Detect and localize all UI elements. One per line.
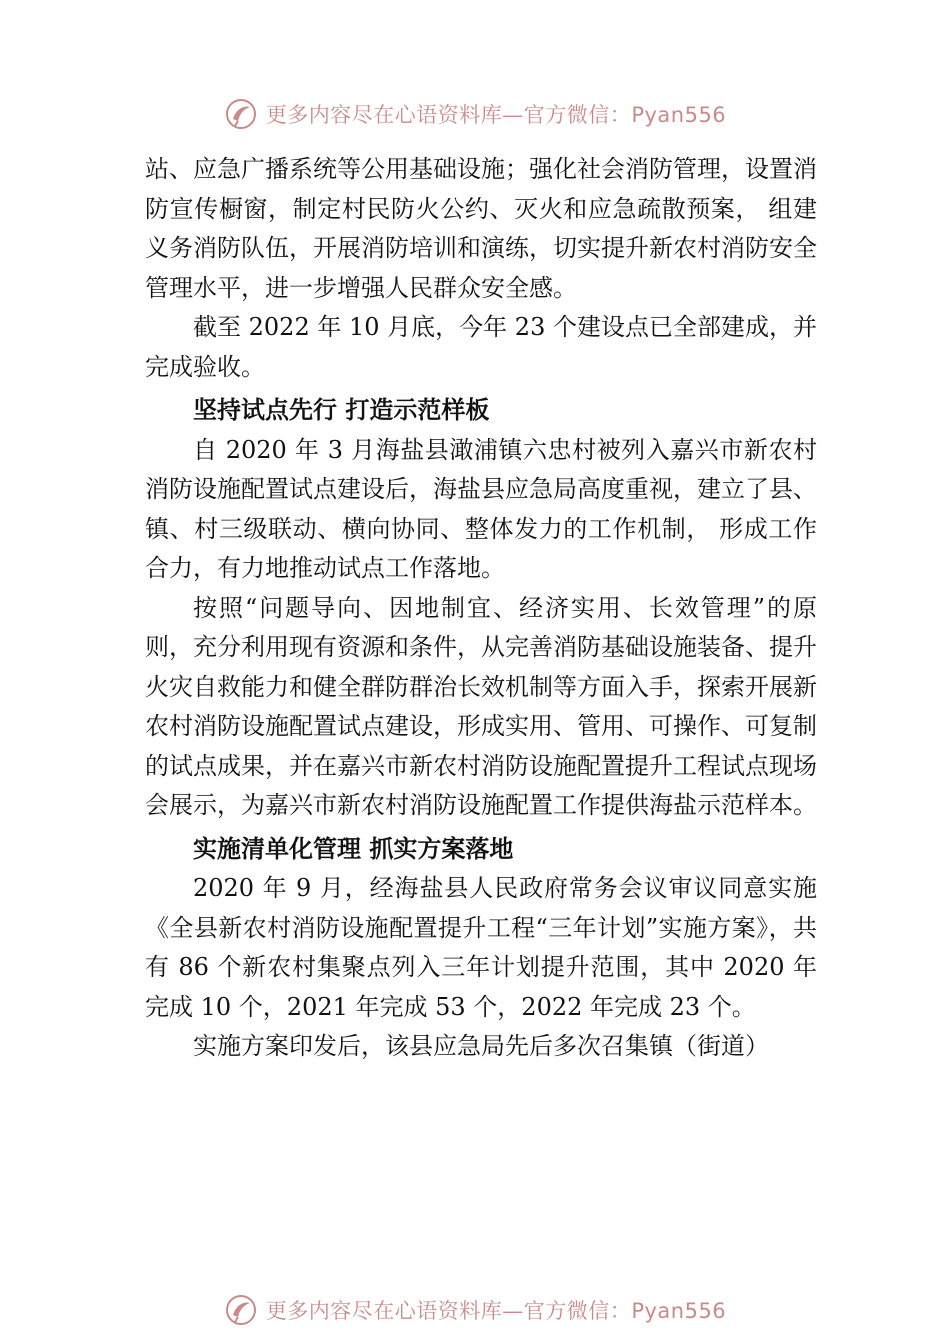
brand-logo-icon (224, 97, 258, 131)
section-heading: 坚持试点先行 打造示范样板 (193, 396, 490, 424)
paragraph: 站、应急广播系统等公用基础设施；强化社会消防管理，设置消防宣传橱窗，制定村民防火公约、灭火和应急疏散预案， 组建义务消防队伍，开展消防培训和演练，切实提升新农村消防安全管理水平，进一步增强人民群众安全感。 (145, 155, 817, 302)
paragraph: 自 2020 年 3 月海盐县澉浦镇六忠村被列入嘉兴市新农村消防设施配置试点建设后，海盐县应急局高度重视，建立了县、镇、村三级联动、横向协同、整体发力的工作机制， 形成工作合力，有力地推动试点工作落地。 (145, 435, 817, 582)
watermark-wechat-id: Pyan556 (631, 103, 727, 127)
brand-logo-icon (224, 1293, 258, 1327)
section-heading: 实施清单化管理 抓实方案落地 (193, 834, 514, 863)
watermark-wechat-id: Pyan556 (631, 1299, 727, 1323)
paragraph: 截至 2022 年 10 月底，今年 23 个建设点已全部建成，并完成验收。 (145, 313, 817, 381)
watermark-text: 更多内容尽在心语资料库—官方微信： (265, 103, 632, 127)
footer-watermark (0, 1290, 950, 1330)
header-watermark (0, 94, 950, 134)
paragraph: 按照“问题导向、因地制宜、经济实用、长效管理”的原则，充分利用现有资源和条件，从完善消防基础设施装备、提升火灾自救能力和健全群防群治长效机制等方面入手，探索开展新农村消防设施配置试点建设，形成实用、管用、可操作、可复制的试点成果，并在嘉兴市新农村消防设施配置提升工程试点现场会展示，为嘉兴市新农村消防设施配置工作提供海盐示范样本。 (145, 593, 817, 819)
watermark-text: 更多内容尽在心语资料库—官方微信： (265, 1299, 632, 1323)
document-body (145, 150, 817, 1067)
paragraph: 2020 年 9 月，经海盐县人民政府常务会议审议同意实施《全县新农村消防设施配置提升工程“三年计划”实施方案》，共有 86 个新农村集聚点列入三年计划提升范围，其中 2020 年完成 10 个，2021 年完成 53 个，2022 年完成 23 个。 (145, 874, 817, 1021)
paragraph: 实施方案印发后，该县应急局先后多次召集镇（街道） (193, 1032, 769, 1060)
